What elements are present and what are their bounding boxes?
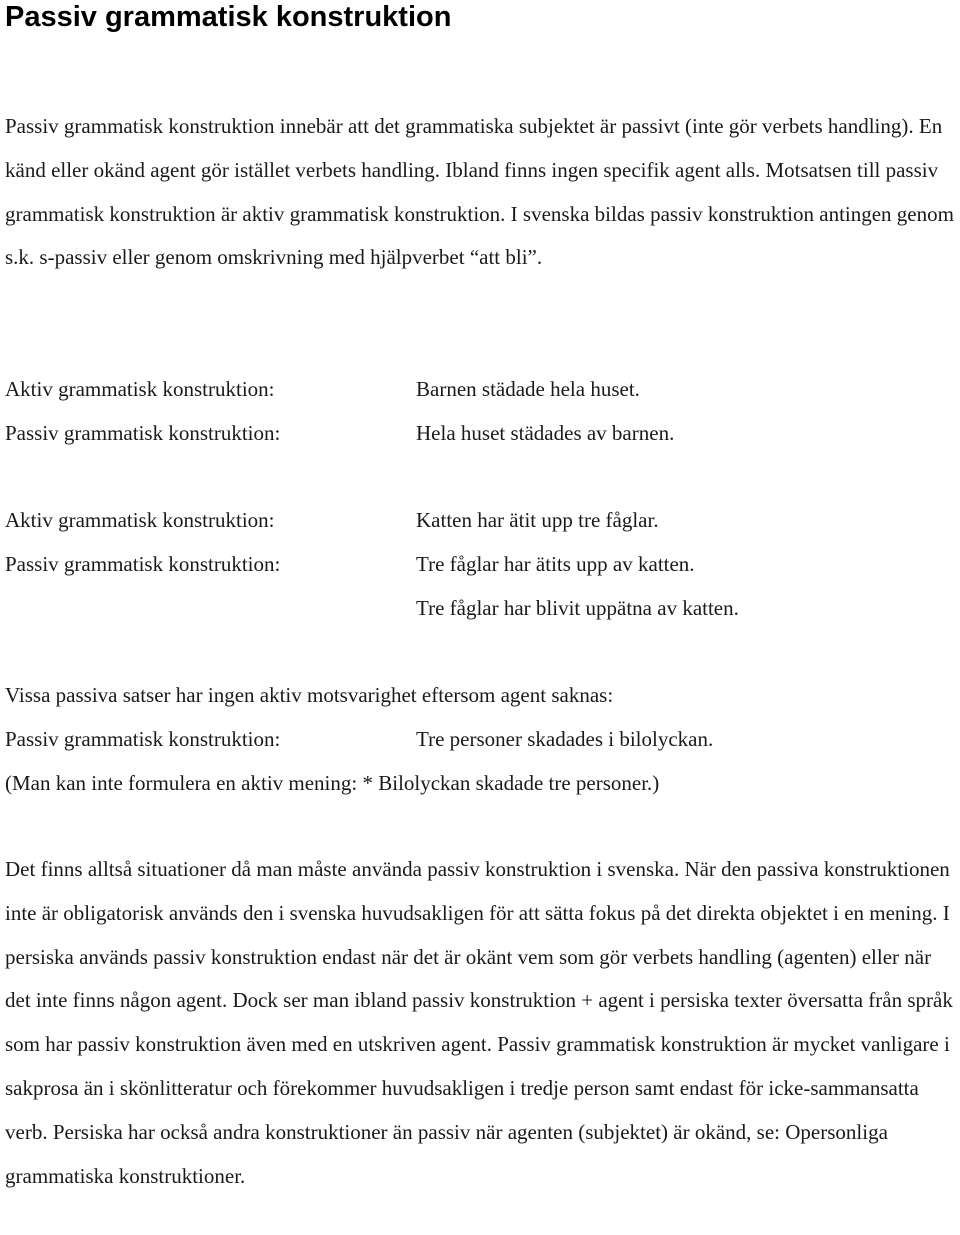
example-1-active-text: Barnen städade hela huset. [416,377,640,401]
intro-paragraph: Passiv grammatisk konstruktion innebär att det grammatiska subjektet är passivt (inte gör verbets handling). En känd eller okänd agent gör istället verbets handling. Ibland finns ingen specifik agent alls. Motsatsen till passiv grammatisk konstruktion är aktiv grammatisk konstruktion. I svenska bildas passiv konstruktion antingen genom s.k. s-passiv eller genom omskrivning med hjälpverbet “att bli”. [5,114,954,270]
example-2-active-label: Aktiv grammatisk konstruktion: [5,508,275,532]
no-active-passive-label: Passiv grammatisk konstruktion: [5,727,281,751]
example-1-passive-label: Passiv grammatisk konstruktion: [5,421,281,445]
page-title: Passiv grammatisk konstruktion [5,1,452,33]
no-active-passive-text: Tre personer skadades i bilolyckan. [416,727,714,751]
example-2-passive-label: Passiv grammatisk konstruktion: [5,552,281,576]
no-active-intro: Vissa passiva satser har ingen aktiv motsvarighet eftersom agent saknas: [5,683,614,707]
conclusion-paragraph: Det finns alltså situationer då man måste använda passiv konstruktion i svenska. När den passiva konstruktionen inte är obligatorisk används den i svenska huvudsakligen för att sätta fokus på det direkta objektet i en mening. I persiska används passiv konstruktion endast när det är okänt vem som gör verbets handling (agenten) eller när det inte finns någon agent. Dock ser man ibland passiv konstruktion + agent i persiska texter översatta från språk som har passiv konstruktion även med en utskriven agent. Passiv grammatisk konstruktion är mycket vanligare i sakprosa än i skönlitteratur och förekommer huvudsakligen i tredje person samt endast för icke-sammansatta verb. Persiska har också andra konstruktioner än passiv när agenten (subjektet) är okänd, se: Opersonliga grammatiska konstruktioner. [5,857,953,1188]
no-active-note: (Man kan inte formulera en aktiv mening: * Bilolyckan skadade tre personer.) [5,771,660,795]
example-2-passive-text: Tre fåglar har ätits upp av katten. [416,552,695,576]
example-2-passive-text-2: Tre fåglar har blivit uppätna av katten. [416,596,739,620]
example-1-passive-text: Hela huset städades av barnen. [416,421,675,445]
example-1-active-label: Aktiv grammatisk konstruktion: [5,377,275,401]
example-2-active-text: Katten har ätit upp tre fåglar. [416,508,659,532]
